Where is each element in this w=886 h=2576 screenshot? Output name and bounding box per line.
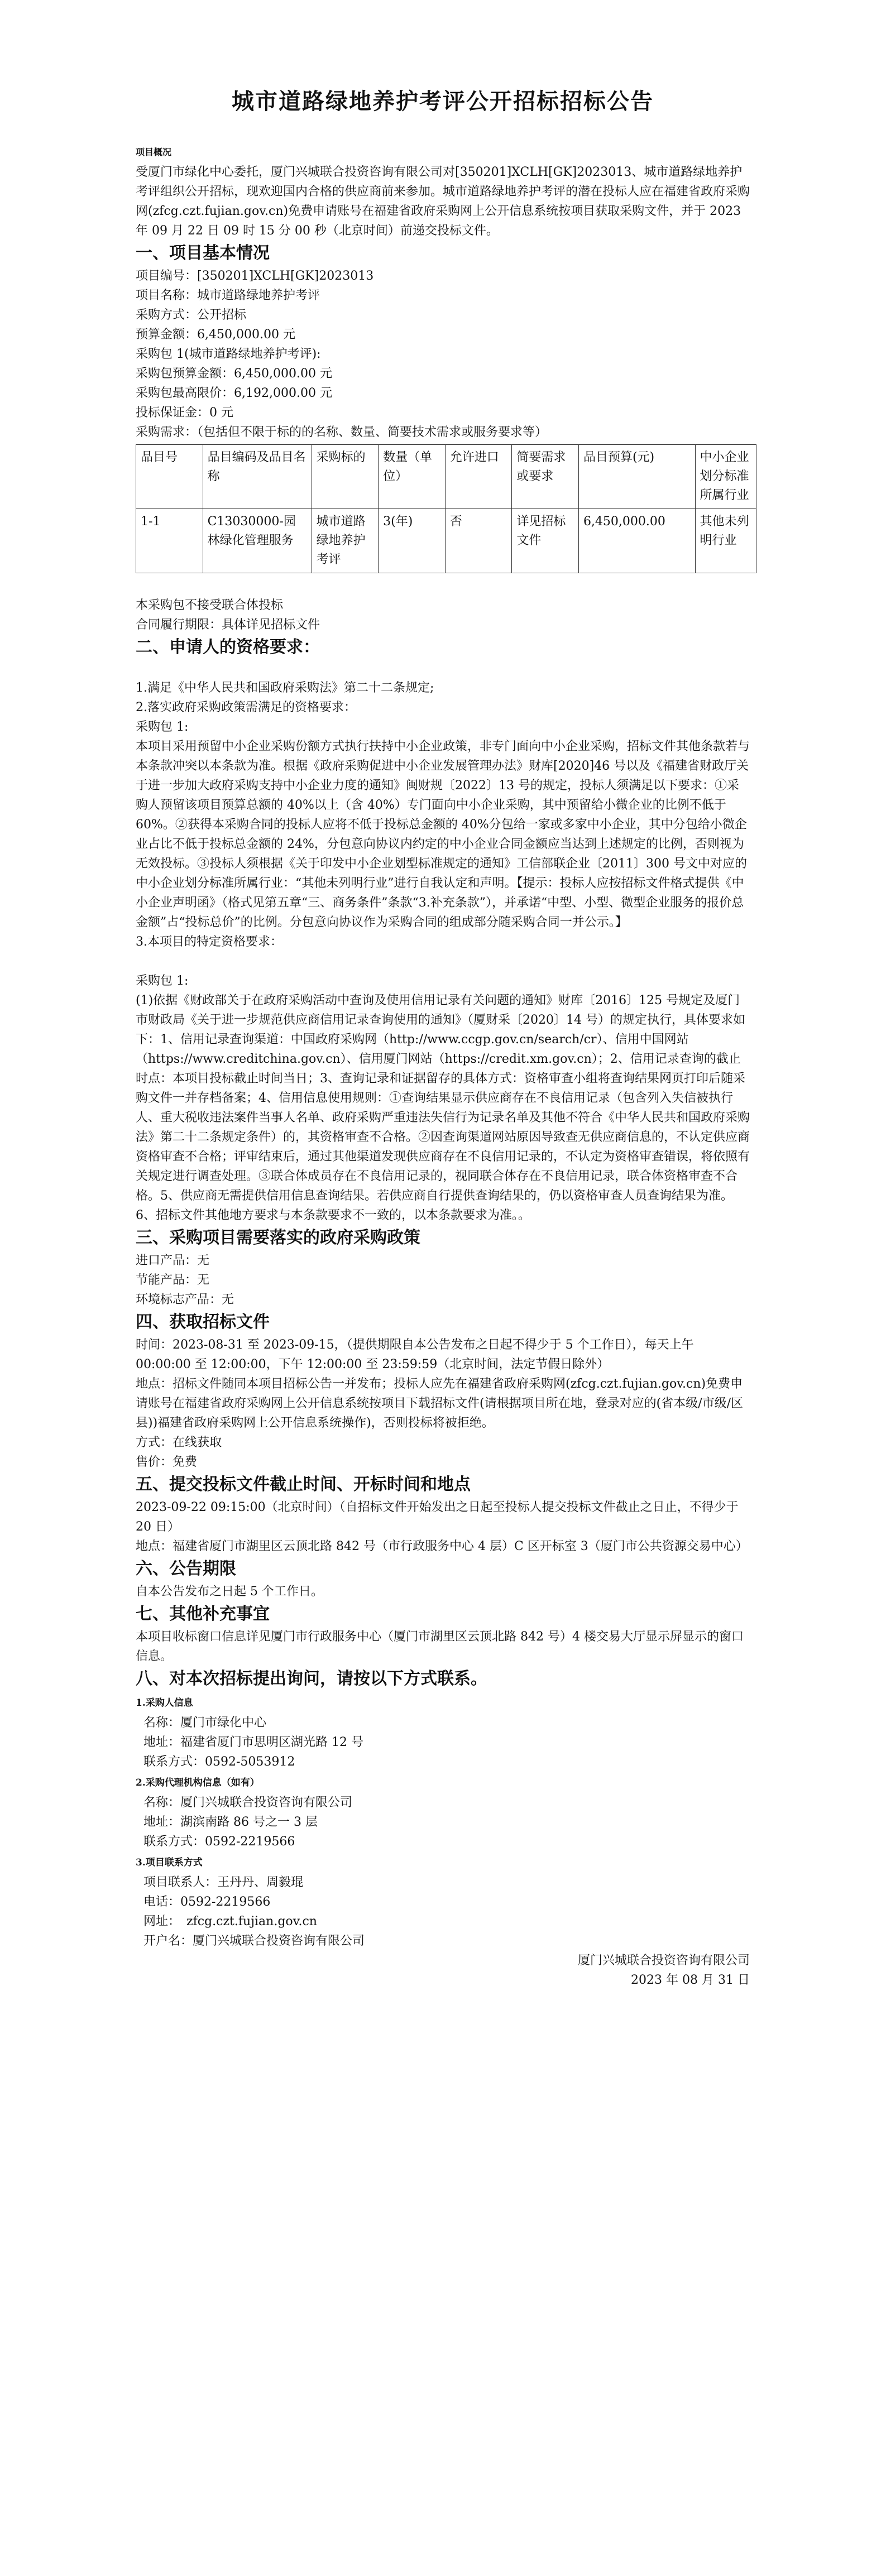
obtain-place: 地点：招标文件随同本项目招标公告一并发布；投标人应先在福建省政府采购网(zfcg.czt.fujian.gov.cn)免费申请账号在福建省政府采购网上公开信息系统按项目下载招标文件(请根据项目所在地，登录对应的(省本级/市级/区县))福建省政府采购网上公开信息系统操作)，否则投标将被拒绝。 (136, 1377, 743, 1430)
agency-phone: 联系方式：0592-2219566 (143, 1835, 295, 1849)
table-header: 中小企业划分标准所属行业 (695, 445, 756, 509)
section-2-heading: 二、申请人的资格要求： (136, 637, 320, 657)
purchaser-name: 名称：厦门市绿化中心 (143, 1716, 267, 1730)
section-6-heading: 六、公告期限 (136, 1559, 236, 1579)
eco-label-products: 环境标志产品：无 (136, 1293, 234, 1307)
table-header-row (136, 445, 756, 509)
qualification-item-3: 3.本项目的特定资格要求： (136, 935, 282, 949)
account-name: 开户名：厦门兴城联合投资咨询有限公司 (143, 1934, 365, 1948)
package-1-label: 采购包 1: (136, 720, 189, 734)
qualification-item-2: 2.落实政府采购政策需满足的资格要求： (136, 701, 356, 714)
signature-date: 2023 年 08 月 31 日 (631, 1973, 750, 1987)
requirements-table (136, 444, 756, 573)
table-header: 允许进口 (445, 445, 512, 509)
project-name: 项目名称：城市道路绿地养护考评 (136, 289, 320, 303)
procurement-method: 采购方式：公开招标 (136, 308, 247, 322)
section-5-heading: 五、提交投标文件截止时间、开标时间和地点 (136, 1475, 471, 1494)
table-cell: 否 (445, 509, 512, 573)
table-header: 品目编码及品目名称 (203, 445, 312, 509)
project-number: 项目编号：[350201]XCLH[GK]2023013 (136, 269, 374, 283)
section-8-heading: 八、对本次招标提出询问，请按以下方式联系。 (136, 1669, 487, 1688)
announcement-page (136, 0, 750, 1990)
table-row (136, 509, 756, 573)
table-header: 数量（单位） (379, 445, 446, 509)
package-1-label-b: 采购包 1: (136, 974, 189, 988)
section-1-heading: 一、项目基本情况 (136, 243, 270, 263)
obtain-method: 方式：在线获取 (136, 1436, 222, 1450)
credit-record-text: (1)依据《财政部关于在政府采购活动中查询及使用信用记录有关问题的通知》财库〔2016〕125 号规定及厦门市财政局《关于进一步规范供应商信用记录查询使用的通知》（厦财采〔2020〕14 号）的规定执行，具体要求如下：1、信用记录查询渠道：中国政府采购网（http://www.ccgp.gov.cn/search/cr）、信用中国网站（https://www.creditchina.gov.cn）、信用厦门网站（https://credit.xm.gov.cn）；2、信用记录查询的截止时点：本项目投标截止时间当日；3、查询记录和证据留存的具体方式：资格审查小组将查询结果网页打印后随采购文件一并存档备案；4、信用信息使用规则：①查询结果显示供应商存在不良信用记录（包含列入失信被执行人、重大税收违法案件当事人名单、政府采购严重违法失信行为记录名单及其他不符合《中华人民共和国政府采购法》第二十二条规定条件）的，其资格审查不合格。②因查询渠道网站原因导致查无供应商信息的，不认定供应商资格审查不合格；评审结束后，通过其他渠道发现供应商存在不良信用记录的，不认定为资格审查错误，将依照有关规定进行调查处理。③联合体成员存在不良信用记录的，视同联合体存在不良信用记录，联合体资格审查不合格。5、供应商无需提供信用信息查询结果。若供应商自行提供查询结果的，仍以资格审查人员查询结果为准。6、招标文件其他地方要求与本条款要求不一致的，以本条款要求为准。。 (136, 994, 750, 1222)
table-cell: 1-1 (136, 509, 203, 573)
no-consortium: 本采购包不接受联合体投标 (136, 598, 284, 612)
bid-bond: 投标保证金：0 元 (136, 406, 233, 420)
purchaser-address: 地址：福建省厦门市思明区湖光路 12 号 (143, 1735, 363, 1749)
contract-period: 合同履行期限：具体详见招标文件 (136, 618, 320, 632)
obtain-price: 售价：免费 (136, 1455, 198, 1469)
contact-website[interactable]: 网址： zfcg.czt.fujian.gov.cn (143, 1915, 317, 1929)
agency-info-label: 2.采购代理机构信息（如有） (136, 1777, 260, 1788)
deadline-time: 2023-09-22 09:15:00（北京时间）（自招标文件开始发出之日起至投标人提交投标文件截止之日止，不得少于 20 日） (136, 1500, 739, 1534)
section-4-heading: 四、获取招标文件 (136, 1312, 270, 1332)
package-max-price: 采购包最高限价：6,192,000.00 元 (136, 386, 332, 400)
obtain-time: 时间：2023-08-31 至 2023-09-15，（提供期限自本公告发布之日起不得少于 5 个工作日），每天上午 00:00:00 至 12:00:00，下午 12:00:00 至 23:59:59（北京时间，法定节假日除外） (136, 1338, 694, 1371)
section-7-heading: 七、其他补充事宜 (136, 1604, 270, 1624)
overview-label: 项目概况 (136, 147, 172, 157)
table-header: 采购标的 (312, 445, 379, 509)
sme-policy-text: 本项目采用预留中小企业采购份额方式执行扶持中小企业政策，非专门面向中小企业采购，招标文件其他条款若与本条款冲突以本条款为准。根据《政府采购促进中小企业发展管理办法》财库[2020]46 号以及《福建省财政厅关于进一步加大政府采购支持中小企业力度的通知》闽财规〔2022〕13 号的规定，投标人须满足以下要求：①采购人预留该项目预算总额的 40%以上（含 40%）专门面向中小企业采购，其中预留给小微企业的比例不低于 60%。②获得本采购合同的投标人应将不低于投标总金额的 40%分包给一家或多家中小企业，其中分包给小微企业占比不低于投标总金额的 24%，分包意向协议内约定的中小企业合同金额应当达到上述规定的比例，否则视为无效投标。③投标人须根据《关于印发中小企业划型标准规定的通知》工信部联企业〔2011〕300 号文中对应的中小企业划分标准所属行业：“其他未列明行业”进行自我认定和声明。【提示：投标人应按招标文件格式提供《中小企业声明函》（格式见第五章“三、商务条件”条款“3.补充条款”），并承诺“中型、小型、微型企业服务的报价总金额”占“投标总价”的比例。分包意向协议作为采购合同的组成部分随采购合同一并公示。】 (136, 740, 750, 929)
table-cell: 3(年) (379, 509, 446, 573)
table-header: 简要需求或要求 (512, 445, 579, 509)
qualification-item-1: 1.满足《中华人民共和国政府采购法》第二十二条规定; (136, 681, 434, 695)
energy-saving-products: 节能产品：无 (136, 1273, 210, 1287)
budget-amount: 预算金额：6,450,000.00 元 (136, 328, 295, 342)
signature-org: 厦门兴城联合投资咨询有限公司 (577, 1954, 750, 1968)
table-cell: 6,450,000.00 (578, 509, 695, 573)
table-cell: 详见招标文件 (512, 509, 579, 573)
procurement-needs: 采购需求：（包括但不限于标的的名称、数量、简要技术需求或服务要求等） (136, 425, 548, 439)
purchaser-phone: 联系方式：0592-5053912 (143, 1755, 295, 1769)
agency-name: 名称：厦门兴城联合投资咨询有限公司 (143, 1796, 353, 1810)
contact-info-label: 3.项目联系方式 (136, 1857, 203, 1868)
overview-text: 受厦门市绿化中心委托，厦门兴城联合投资咨询有限公司对[350201]XCLH[GK]2023013、城市道路绿地养护考评组织公开招标，现欢迎国内合格的供应商前来参加。城市道路绿地养护考评的潜在投标人应在福建省政府采购网(zfcg.czt.fujian.gov.cn)免费申请账号在福建省政府采购网上公开信息系统按项目获取采购文件，并于 2023 年 09 月 22 日 09 时 15 分 00 秒（北京时间）前递交投标文件。 (136, 165, 750, 238)
contact-person: 项目联系人：王丹丹、周毅琨 (143, 1875, 304, 1889)
table-cell: 其他未列明行业 (695, 509, 756, 573)
announcement-period: 自本公告发布之日起 5 个工作日。 (136, 1585, 323, 1599)
table-cell: 城市道路绿地养护考评 (312, 509, 379, 573)
page-title: 城市道路绿地养护考评公开招标招标公告 (232, 88, 654, 114)
package-budget: 采购包预算金额：6,450,000.00 元 (136, 367, 332, 381)
section-3-heading: 三、采购项目需要落实的政府采购政策 (136, 1228, 420, 1248)
table-header: 品目号 (136, 445, 203, 509)
supplementary-info: 本项目收标窗口信息详见厦门市行政服务中心（厦门市湖里区云顶北路 842 号）4 楼交易大厅显示屏显示的窗口信息。 (136, 1630, 744, 1663)
package-1: 采购包 1(城市道路绿地养护考评): (136, 347, 321, 361)
table-cell: C13030000-园林绿化管理服务 (203, 509, 312, 573)
contact-phone: 电话：0592-2219566 (143, 1895, 271, 1909)
imported-products: 进口产品：无 (136, 1254, 210, 1268)
agency-address: 地址：湖滨南路 86 号之一 3 层 (143, 1815, 318, 1829)
table-header: 品目预算(元) (578, 445, 695, 509)
opening-place: 地点：福建省厦门市湖里区云顶北路 842 号（市行政服务中心 4 层）C 区开标室 3（厦门市公共资源交易中心） (136, 1539, 748, 1553)
purchaser-info-label: 1.采购人信息 (136, 1697, 193, 1709)
